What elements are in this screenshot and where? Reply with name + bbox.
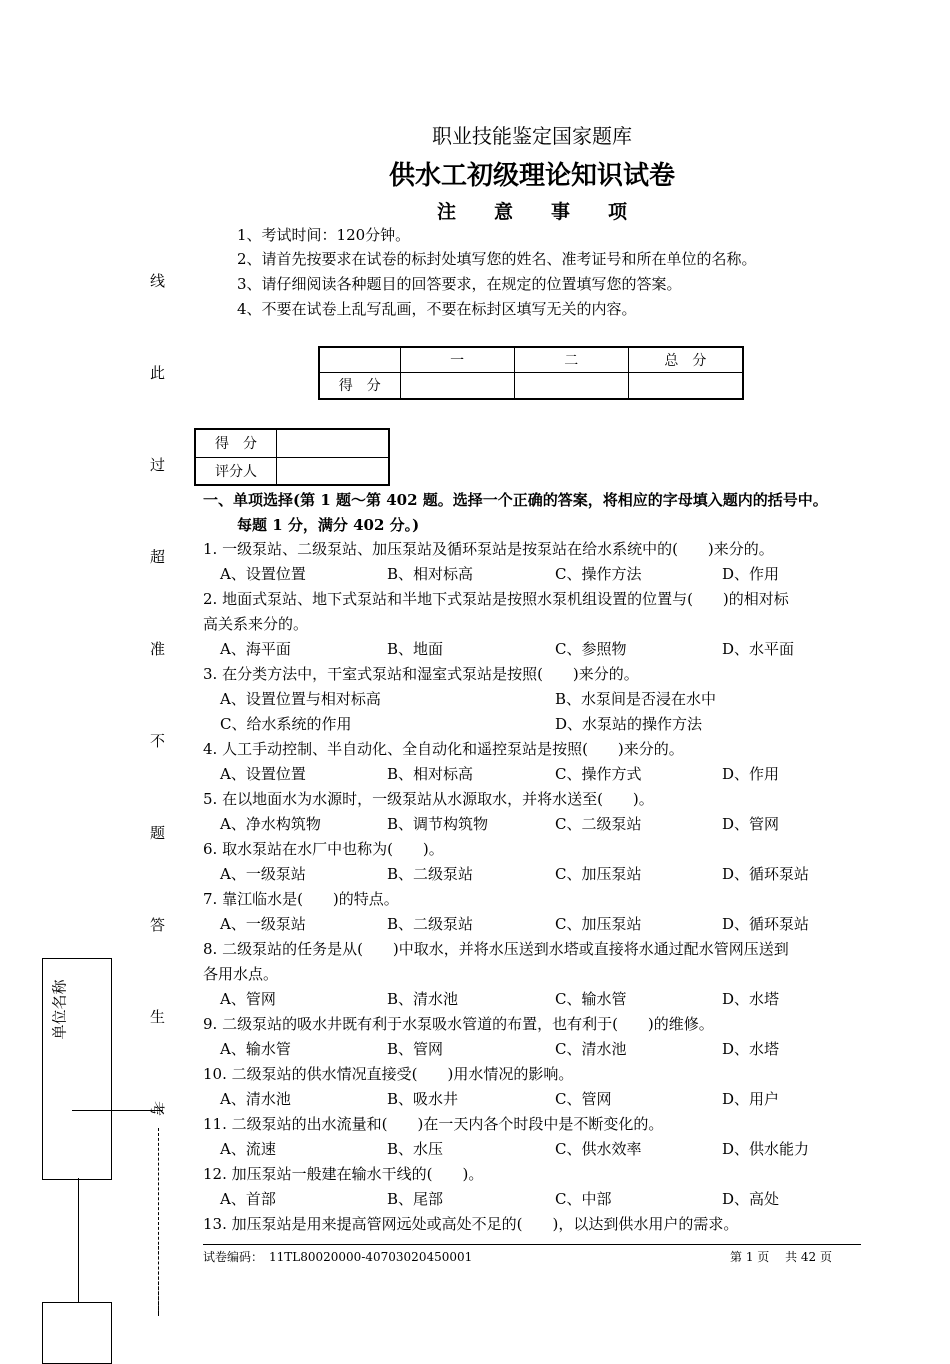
score-cell[interactable]	[514, 372, 628, 399]
answer-option: D、供水能力	[722, 1140, 810, 1158]
answer-option: C、管网	[555, 1090, 612, 1108]
binding-dashed-line-2	[158, 1246, 159, 1316]
answer-option: A、设置位置	[220, 765, 306, 783]
notice-item: 4、不要在试卷上乱写乱画，不要在标封区填写无关的内容。	[237, 300, 637, 318]
score-table-header: 总 分	[628, 347, 743, 372]
answer-option: D、水泵站的操作方法	[555, 715, 703, 733]
answer-option: D、水塔	[722, 1040, 780, 1058]
seal-char: 题	[150, 824, 166, 842]
score-table-header	[319, 347, 400, 372]
seal-char: 此	[150, 364, 166, 382]
answer-option: B、二级泵站	[387, 865, 474, 883]
answer-option: C、二级泵站	[555, 815, 642, 833]
answer-option: A、管网	[220, 990, 276, 1008]
footer-rule	[203, 1244, 861, 1245]
answer-option: D、循环泵站	[722, 915, 810, 933]
answer-option: C、输水管	[555, 990, 627, 1008]
answer-option: B、调节构筑物	[387, 815, 489, 833]
exam-title: 供水工初级理论知识试卷	[388, 161, 675, 191]
score-cell[interactable]	[400, 372, 514, 399]
answer-option: C、参照物	[555, 640, 627, 658]
question-text: 4. 人工手动控制、半自动化、全自动化和遥控泵站是按照( )来分的。	[203, 740, 684, 758]
answer-option: A、净水构筑物	[220, 815, 321, 833]
answer-option: D、水平面	[722, 640, 795, 658]
seal-char: 线	[150, 272, 166, 290]
unit-name-label: 单位名称	[50, 979, 69, 1040]
binding-solid-line	[78, 1178, 79, 1302]
grader-score-label: 得 分	[195, 429, 277, 457]
question-text: 11. 二级泵站的出水流量和( )在一天内各个时段中是不断变化的。	[203, 1115, 664, 1133]
score-table	[318, 346, 744, 400]
answer-option: D、作用	[722, 765, 780, 783]
grader-score-cell[interactable]	[277, 429, 390, 457]
notice-item: 3、请仔细阅读各种题目的回答要求，在规定的位置填写您的答案。	[237, 275, 682, 293]
seal-char: 准	[150, 640, 166, 658]
answer-option: B、水泵间是否浸在水中	[555, 690, 717, 708]
seal-char: 答	[150, 916, 166, 934]
question-text: 7. 靠江临水是( )的特点。	[203, 890, 399, 908]
answer-option: B、清水池	[387, 990, 459, 1008]
answer-option: C、操作方法	[555, 565, 642, 583]
score-table-header: 一	[400, 347, 514, 372]
question-text-cont: 各用水点。	[203, 965, 279, 983]
answer-option: D、管网	[722, 815, 780, 833]
question-text: 6. 取水泵站在水厂中也称为( )。	[203, 840, 444, 858]
section-subtitle: 每题 1 分，满分 402 分。)	[237, 516, 420, 534]
notice-item: 1、考试时间：120分钟。	[237, 226, 411, 244]
seal-char: 考	[148, 1100, 167, 1117]
seal-char: 生	[150, 1008, 166, 1026]
answer-option: A、一级泵站	[220, 865, 306, 883]
answer-option: B、尾部	[387, 1190, 444, 1208]
answer-option: A、流速	[220, 1140, 276, 1158]
score-row-label: 得 分	[319, 372, 400, 399]
section-title: 一、单项选择(第 1 题～第 402 题。选择一个正确的答案，将相应的字母填入题内的括号中。	[203, 491, 828, 509]
question-text: 9. 二级泵站的吸水井既有利于水泵吸水管道的布置，也有利于( )的维修。	[203, 1015, 714, 1033]
score-table-header: 二	[514, 347, 628, 372]
answer-option: A、设置位置与相对标高	[220, 690, 381, 708]
answer-option: C、给水系统的作用	[220, 715, 352, 733]
answer-option: D、循环泵站	[722, 865, 810, 883]
question-text: 13. 加压泵站是用来提高管网远处或高处不足的( )，以达到供水用户的需求。	[203, 1215, 739, 1233]
question-text: 10. 二级泵站的供水情况直接受( )用水情况的影响。	[203, 1065, 574, 1083]
question-text: 2. 地面式泵站、地下式泵站和半地下式泵站是按照水泵机组设置的位置与( )的相对标	[203, 590, 789, 608]
exam-bank-title: 职业技能鉴定国家题库	[432, 124, 632, 148]
answer-option: A、首部	[220, 1190, 276, 1208]
question-text: 8. 二级泵站的任务是从( )中取水，并将水压送到水塔或直接将水通过配水管网压送到	[203, 940, 789, 958]
notice-item: 2、请首先按要求在试卷的标封处填写您的姓名、准考证号和所在单位的名称。	[237, 250, 757, 268]
answer-option: A、设置位置	[220, 565, 306, 583]
score-cell[interactable]	[628, 372, 743, 399]
grader-name-cell[interactable]	[277, 457, 390, 485]
answer-option: C、清水池	[555, 1040, 627, 1058]
answer-option: A、海平面	[220, 640, 291, 658]
answer-option: D、用户	[722, 1090, 780, 1108]
answer-option: B、二级泵站	[387, 915, 474, 933]
question-text: 1. 一级泵站、二级泵站、加压泵站及循环泵站是按泵站在给水系统中的( )来分的。	[203, 540, 774, 558]
question-text: 12. 加压泵站一般建在输水干线的( )。	[203, 1165, 484, 1183]
answer-option: A、清水池	[220, 1090, 291, 1108]
answer-option: B、地面	[387, 640, 444, 658]
grader-name-label: 评分人	[195, 457, 277, 485]
seal-char: 不	[150, 732, 166, 750]
answer-option: C、加压泵站	[555, 865, 642, 883]
answer-option: D、高处	[722, 1190, 780, 1208]
answer-option: B、水压	[387, 1140, 444, 1158]
answer-option: C、中部	[555, 1190, 612, 1208]
question-text: 3. 在分类方法中，干室式泵站和湿室式泵站是按照( )来分的。	[203, 665, 639, 683]
binding-box[interactable]	[42, 1302, 112, 1364]
answer-option: D、作用	[722, 565, 780, 583]
answer-option: B、吸水井	[387, 1090, 459, 1108]
exam-code: 试卷编码： 11TL80020000-40703020450001	[203, 1250, 473, 1264]
page-number: 第 1 页 共 42 页	[730, 1250, 832, 1264]
answer-option: A、一级泵站	[220, 915, 306, 933]
grader-table	[194, 428, 390, 486]
answer-option: B、相对标高	[387, 565, 474, 583]
answer-option: D、水塔	[722, 990, 780, 1008]
answer-option: B、相对标高	[387, 765, 474, 783]
answer-option: C、供水效率	[555, 1140, 642, 1158]
seal-char: 过	[150, 456, 166, 474]
answer-option: A、输水管	[220, 1040, 291, 1058]
question-text: 5. 在以地面水为水源时，一级泵站从水源取水，并将水送至( )。	[203, 790, 654, 808]
notice-heading: 注 意 事 项	[436, 201, 627, 223]
answer-option: B、管网	[387, 1040, 444, 1058]
answer-option: C、加压泵站	[555, 915, 642, 933]
question-text-cont: 高关系来分的。	[203, 615, 309, 633]
seal-char: 超	[150, 548, 166, 566]
answer-option: C、操作方式	[555, 765, 642, 783]
